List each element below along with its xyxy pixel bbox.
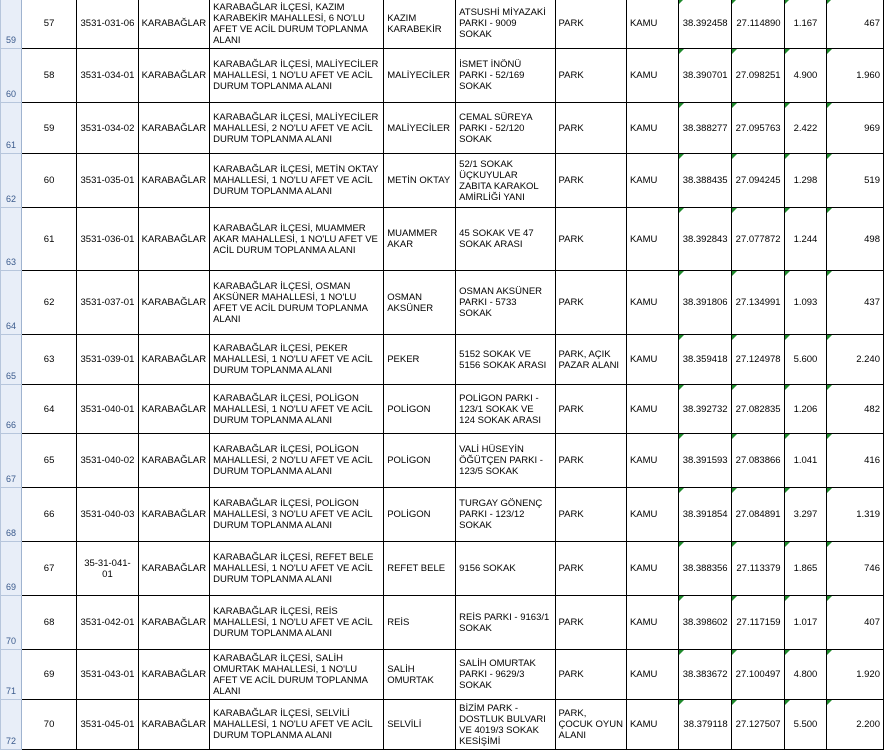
row-header[interactable]: 68 (1, 488, 22, 542)
row-header[interactable]: 61 (1, 103, 22, 154)
row-header[interactable]: 71 (1, 650, 22, 700)
cell-area-type[interactable]: PARK (555, 385, 626, 434)
cell-no[interactable]: 67 (21, 542, 76, 596)
cell-longitude[interactable]: 27.084891 (731, 488, 784, 542)
cell-latitude[interactable]: 38.392458 (678, 0, 731, 49)
table-row (1, 335, 884, 385)
cell-area-type[interactable]: PARK (555, 154, 626, 208)
cell-area-type[interactable]: PARK (555, 488, 626, 542)
row-header[interactable]: 65 (1, 335, 22, 385)
cell-latitude[interactable]: 38.392732 (678, 385, 731, 434)
table-row (1, 596, 884, 650)
cell-neighborhood[interactable]: POLİGON (384, 385, 456, 434)
table-row (1, 208, 884, 271)
cell-no[interactable]: 59 (21, 103, 76, 154)
row-header[interactable]: 69 (1, 542, 22, 596)
cell-latitude[interactable]: 38.391593 (678, 434, 731, 488)
table-row (1, 271, 884, 335)
cell-neighborhood[interactable]: PEKER (384, 335, 456, 385)
row-header[interactable]: 62 (1, 154, 22, 208)
cell-ownership[interactable]: KAMU (626, 488, 678, 542)
cell-latitude[interactable]: 38.398602 (678, 596, 731, 650)
cell-ownership[interactable]: KAMU (626, 103, 678, 154)
row-header[interactable]: 70 (1, 596, 22, 650)
cell-capacity[interactable]: 437 (827, 271, 884, 335)
cell-capacity[interactable]: 2.200 (827, 700, 884, 750)
cell-capacity[interactable]: 1.920 (827, 650, 884, 700)
cell-code[interactable]: 3531-045-01 (77, 700, 138, 750)
cell-code[interactable]: 3531-042-01 (77, 596, 138, 650)
cell-area-size[interactable]: 5.500 (784, 700, 827, 750)
cell-district[interactable]: KARABAĞLAR (138, 385, 209, 434)
cell-district[interactable]: KARABAĞLAR (138, 208, 209, 271)
cell-capacity[interactable]: 1.319 (827, 488, 884, 542)
cell-ownership[interactable]: KAMU (626, 49, 678, 103)
cell-no[interactable]: 69 (21, 650, 76, 700)
cell-address[interactable]: 5152 SOKAK VE 5156 SOKAK ARASI (456, 335, 555, 385)
cell-area-size[interactable]: 4.900 (784, 49, 827, 103)
cell-area-name[interactable]: KARABAĞLAR İLÇESİ, PEKER MAHALLESİ, 1 NO'LU AFET VE ACİL DURUM TOPLANMA ALANI (210, 335, 384, 385)
table-row (1, 434, 884, 488)
cell-address[interactable]: İSMET İNÖNÜ PARKI - 52/169 SOKAK (456, 49, 555, 103)
cell-capacity[interactable]: 467 (827, 0, 884, 49)
cell-code[interactable]: 3531-036-01 (77, 208, 138, 271)
cell-code[interactable]: 3531-040-02 (77, 434, 138, 488)
table-row (1, 385, 884, 434)
cell-code[interactable]: 3531-031-06 (77, 0, 138, 49)
cell-capacity[interactable]: 498 (827, 208, 884, 271)
table-row (1, 700, 884, 750)
cell-latitude[interactable]: 38.388356 (678, 542, 731, 596)
cell-capacity[interactable]: 2.240 (827, 335, 884, 385)
cell-area-type[interactable]: PARK (555, 434, 626, 488)
cell-longitude[interactable]: 27.077872 (731, 208, 784, 271)
cell-district[interactable]: KARABAĞLAR (138, 650, 209, 700)
cell-latitude[interactable]: 38.391854 (678, 488, 731, 542)
cell-district[interactable]: KARABAĞLAR (138, 700, 209, 750)
cell-address[interactable]: ATSUSHİ MİYAZAKİ PARKI - 9009 SOKAK (456, 0, 555, 49)
cell-area-name[interactable]: KARABAĞLAR İLÇESİ, OSMAN AKSÜNER MAHALLESİ, 1 NO'LU AFET VE ACİL DURUM TOPLANMA ALANI (210, 271, 384, 335)
cell-district[interactable]: KARABAĞLAR (138, 542, 209, 596)
cell-neighborhood[interactable]: KAZIM KARABEKİR (384, 0, 456, 49)
table-row (1, 49, 884, 103)
cell-code[interactable]: 3531-043-01 (77, 650, 138, 700)
cell-longitude[interactable]: 27.100497 (731, 650, 784, 700)
cell-area-type[interactable]: PARK (555, 103, 626, 154)
row-header[interactable]: 66 (1, 385, 22, 434)
cell-neighborhood[interactable]: REFET BELE (384, 542, 456, 596)
cell-no[interactable]: 70 (21, 700, 76, 750)
table-row (1, 103, 884, 154)
cell-neighborhood[interactable]: MALİYECİLER (384, 49, 456, 103)
cell-district[interactable]: KARABAĞLAR (138, 596, 209, 650)
cell-area-name[interactable]: KARABAĞLAR İLÇESİ, MUAMMER AKAR MAHALLESİ, 1 NO'LU AFET VE ACİL DURUM TOPLANMA ALANI (210, 208, 384, 271)
cell-ownership[interactable]: KAMU (626, 434, 678, 488)
cell-longitude[interactable]: 27.083866 (731, 434, 784, 488)
cell-ownership[interactable]: KAMU (626, 385, 678, 434)
cell-address[interactable]: VALİ HÜSEYİN ÖĞÜTÇEN PARKI - 123/5 SOKAK (456, 434, 555, 488)
cell-area-type[interactable]: PARK (555, 49, 626, 103)
cell-no[interactable]: 68 (21, 596, 76, 650)
cell-no[interactable]: 60 (21, 154, 76, 208)
cell-area-name[interactable]: KARABAĞLAR İLÇESİ, METİN OKTAY MAHALLESİ, 1 NO'LU AFET VE ACİL DURUM TOPLANMA ALANI (210, 154, 384, 208)
row-header[interactable]: 67 (1, 434, 22, 488)
cell-area-name[interactable]: KARABAĞLAR İLÇESİ, REİS MAHALLESİ, 1 NO'LU AFET VE ACİL DURUM TOPLANMA ALANI (210, 596, 384, 650)
cell-district[interactable]: KARABAĞLAR (138, 103, 209, 154)
cell-ownership[interactable]: KAMU (626, 208, 678, 271)
cell-area-size[interactable]: 1.244 (784, 208, 827, 271)
cell-area-size[interactable]: 2.422 (784, 103, 827, 154)
cell-code[interactable]: 3531-040-03 (77, 488, 138, 542)
cell-area-size[interactable]: 3.297 (784, 488, 827, 542)
table-row (1, 650, 884, 700)
row-header[interactable]: 63 (1, 208, 22, 271)
cell-longitude[interactable]: 27.098251 (731, 49, 784, 103)
cell-capacity[interactable]: 746 (827, 542, 884, 596)
table-row (1, 0, 884, 49)
cell-ownership[interactable]: KAMU (626, 700, 678, 750)
cell-capacity[interactable]: 969 (827, 103, 884, 154)
table-row (1, 488, 884, 542)
cell-latitude[interactable]: 38.379118 (678, 700, 731, 750)
cell-no[interactable]: 63 (21, 335, 76, 385)
cell-address[interactable]: OSMAN AKSÜNER PARKI - 5733 SOKAK (456, 271, 555, 335)
cell-code[interactable]: 3531-035-01 (77, 154, 138, 208)
cell-area-name[interactable]: KARABAĞLAR İLÇESİ, MALİYECİLER MAHALLESİ, 2 NO'LU AFET VE ACİL DURUM TOPLANMA ALANI (210, 103, 384, 154)
cell-area-size[interactable]: 1.865 (784, 542, 827, 596)
cell-district[interactable]: KARABAĞLAR (138, 49, 209, 103)
cell-address[interactable]: 9156 SOKAK (456, 542, 555, 596)
cell-code[interactable]: 3531-040-01 (77, 385, 138, 434)
cell-capacity[interactable]: 482 (827, 385, 884, 434)
cell-code[interactable]: 3531-039-01 (77, 335, 138, 385)
cell-ownership[interactable]: KAMU (626, 154, 678, 208)
cell-area-name[interactable]: KARABAĞLAR İLÇESİ, MALİYECİLER MAHALLESİ, 1 NO'LU AFET VE ACİL DURUM TOPLANMA ALANI (210, 49, 384, 103)
cell-area-name[interactable]: KARABAĞLAR İLÇESİ, SELVİLİ MAHALLESİ, 1 NO'LU AFET VE ACİL DURUM TOPLANMA ALANI (210, 700, 384, 750)
cell-area-type[interactable]: PARK (555, 208, 626, 271)
cell-address[interactable]: BİZİM PARK - DOSTLUK BULVARI VE 4019/3 SOKAK KESİŞİMİ (456, 700, 555, 750)
cell-neighborhood[interactable]: SELVİLİ (384, 700, 456, 750)
cell-longitude[interactable]: 27.127507 (731, 700, 784, 750)
cell-area-type[interactable]: PARK (555, 650, 626, 700)
cell-longitude[interactable]: 27.113379 (731, 542, 784, 596)
cell-area-name[interactable]: KARABAĞLAR İLÇESİ, POLİGON MAHALLESİ, 3 NO'LU AFET VE ACİL DURUM TOPLANMA ALANI (210, 488, 384, 542)
cell-neighborhood[interactable]: METİN OKTAY (384, 154, 456, 208)
cell-neighborhood[interactable]: POLİGON (384, 434, 456, 488)
cell-district[interactable]: KARABAĞLAR (138, 0, 209, 49)
cell-area-size[interactable]: 1.017 (784, 596, 827, 650)
cell-neighborhood[interactable]: MALİYECİLER (384, 103, 456, 154)
cell-ownership[interactable]: KAMU (626, 596, 678, 650)
cell-longitude[interactable]: 27.095763 (731, 103, 784, 154)
cell-area-size[interactable]: 1.041 (784, 434, 827, 488)
cell-neighborhood[interactable]: SALİH OMURTAK (384, 650, 456, 700)
cell-area-type[interactable]: PARK (555, 0, 626, 49)
cell-capacity[interactable]: 416 (827, 434, 884, 488)
cell-latitude[interactable]: 38.392843 (678, 208, 731, 271)
cell-longitude[interactable]: 27.134991 (731, 271, 784, 335)
cell-district[interactable]: KARABAĞLAR (138, 335, 209, 385)
cell-neighborhood[interactable]: OSMAN AKSÜNER (384, 271, 456, 335)
cell-capacity[interactable]: 407 (827, 596, 884, 650)
cell-ownership[interactable]: KAMU (626, 335, 678, 385)
cell-capacity[interactable]: 519 (827, 154, 884, 208)
cell-latitude[interactable]: 38.388435 (678, 154, 731, 208)
cell-ownership[interactable]: KAMU (626, 542, 678, 596)
cell-area-name[interactable]: KARABAĞLAR İLÇESİ, SALİH OMURTAK MAHALLESİ, 1 NO'LU AFET VE ACİL DURUM TOPLANMA ALANI (210, 650, 384, 700)
cell-area-size[interactable]: 1.206 (784, 385, 827, 434)
cell-code[interactable]: 3531-037-01 (77, 271, 138, 335)
cell-neighborhood[interactable]: MUAMMER AKAR (384, 208, 456, 271)
cell-area-type[interactable]: PARK, ÇOCUK OYUN ALANI (555, 700, 626, 750)
cell-area-name[interactable]: KARABAĞLAR İLÇESİ, REFET BELE MAHALLESİ, 1 NO'LU AFET VE ACİL DURUM TOPLANMA ALANI (210, 542, 384, 596)
cell-area-size[interactable]: 1.093 (784, 271, 827, 335)
cell-district[interactable]: KARABAĞLAR (138, 154, 209, 208)
cell-no[interactable]: 66 (21, 488, 76, 542)
cell-longitude[interactable]: 27.094245 (731, 154, 784, 208)
table-row (1, 154, 884, 208)
cell-ownership[interactable]: KAMU (626, 0, 678, 49)
cell-area-size[interactable]: 5.600 (784, 335, 827, 385)
cell-longitude[interactable]: 27.124978 (731, 335, 784, 385)
cell-latitude[interactable]: 38.390701 (678, 49, 731, 103)
cell-code[interactable]: 3531-034-01 (77, 49, 138, 103)
cell-longitude[interactable]: 27.117159 (731, 596, 784, 650)
cell-area-type[interactable]: PARK (555, 542, 626, 596)
cell-area-name[interactable]: KARABAĞLAR İLÇESİ, KAZIM KARABEKİR MAHALLESİ, 6 NO'LU AFET VE ACİL DURUM TOPLANMA ALANI (210, 0, 384, 49)
cell-neighborhood[interactable]: REİS (384, 596, 456, 650)
cell-ownership[interactable]: KAMU (626, 271, 678, 335)
cell-no[interactable]: 64 (21, 385, 76, 434)
cell-area-name[interactable]: KARABAĞLAR İLÇESİ, POLİGON MAHALLESİ, 2 NO'LU AFET VE ACİL DURUM TOPLANMA ALANI (210, 434, 384, 488)
table-row (1, 542, 884, 596)
cell-longitude[interactable]: 27.082835 (731, 385, 784, 434)
cell-latitude[interactable]: 38.391806 (678, 271, 731, 335)
cell-address[interactable]: SALİH OMURTAK PARKI - 9629/3 SOKAK (456, 650, 555, 700)
row-header[interactable]: 60 (1, 49, 22, 103)
cell-address[interactable]: REİS PARKI - 9163/1 SOKAK (456, 596, 555, 650)
cell-no[interactable]: 61 (21, 208, 76, 271)
cell-no[interactable]: 62 (21, 271, 76, 335)
row-header[interactable]: 64 (1, 271, 22, 335)
cell-area-type[interactable]: PARK (555, 596, 626, 650)
cell-no[interactable]: 57 (21, 0, 76, 49)
cell-no[interactable]: 65 (21, 434, 76, 488)
row-header[interactable]: 59 (1, 0, 22, 49)
cell-address[interactable]: TURGAY GÖNENÇ PARKI - 123/12 SOKAK (456, 488, 555, 542)
cell-ownership[interactable]: KAMU (626, 650, 678, 700)
cell-code[interactable]: 35-31-041-01 (77, 542, 138, 596)
cell-address[interactable]: 52/1 SOKAK ÜÇKUYULAR ZABITA KARAKOL AMİRLİĞİ YANI (456, 154, 555, 208)
cell-district[interactable]: KARABAĞLAR (138, 434, 209, 488)
cell-area-type[interactable]: PARK (555, 271, 626, 335)
cell-district[interactable]: KARABAĞLAR (138, 488, 209, 542)
cell-area-size[interactable]: 1.167 (784, 0, 827, 49)
cell-neighborhood[interactable]: POLİGON (384, 488, 456, 542)
row-header[interactable]: 72 (1, 700, 22, 750)
cell-capacity[interactable]: 1.960 (827, 49, 884, 103)
cell-no[interactable]: 58 (21, 49, 76, 103)
cell-address[interactable]: CEMAL SÜREYA PARKI - 52/120 SOKAK (456, 103, 555, 154)
cell-latitude[interactable]: 38.388277 (678, 103, 731, 154)
cell-district[interactable]: KARABAĞLAR (138, 271, 209, 335)
cell-area-size[interactable]: 1.298 (784, 154, 827, 208)
cell-area-size[interactable]: 4.800 (784, 650, 827, 700)
cell-area-name[interactable]: KARABAĞLAR İLÇESİ, POLİGON MAHALLESİ, 1 NO'LU AFET VE ACİL DURUM TOPLANMA ALANI (210, 385, 384, 434)
cell-address[interactable]: 45 SOKAK VE 47 SOKAK ARASI (456, 208, 555, 271)
cell-latitude[interactable]: 38.383672 (678, 650, 731, 700)
cell-address[interactable]: POLİGON PARKI - 123/1 SOKAK VE 124 SOKAK ARASI (456, 385, 555, 434)
cell-latitude[interactable]: 38.359418 (678, 335, 731, 385)
cell-longitude[interactable]: 27.114890 (731, 0, 784, 49)
cell-code[interactable]: 3531-034-02 (77, 103, 138, 154)
cell-area-type[interactable]: PARK, AÇIK PAZAR ALANI (555, 335, 626, 385)
